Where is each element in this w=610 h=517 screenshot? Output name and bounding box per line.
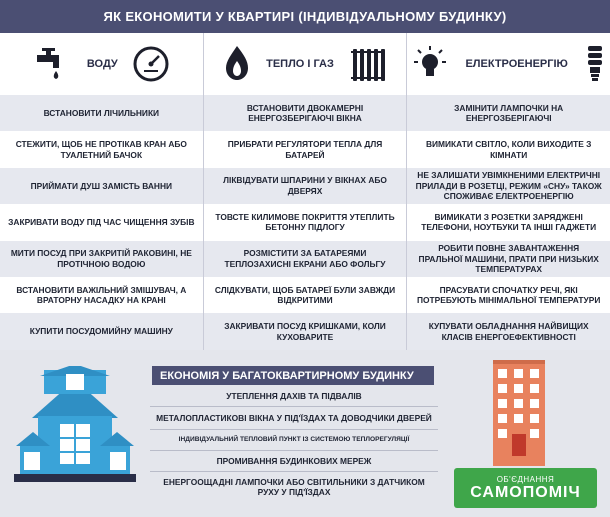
tip-water: ВСТАНОВИТИ ВАЖІЛЬНИЙ ЗМІШУВАЧ, А ВРАТОРНУ НАСАДКУ НА КРАНІ [16, 284, 187, 306]
tips-row [0, 131, 610, 167]
header-water-label: ВОДУ [86, 58, 118, 70]
header-heat-gas [203, 33, 407, 95]
tip-water: ВСТАНОВИТИ ЛІЧИЛЬНИКИ [43, 107, 160, 118]
tips-row [0, 204, 610, 240]
header-electricity-label: ЕЛЕКТРОЕНЕРГІЮ [465, 58, 568, 70]
header-water [0, 33, 203, 95]
tips-table [0, 95, 610, 350]
tip-electricity: ВИМИКАТИ З РОЗЕТКИ ЗАРЯДЖЕНІ ТЕЛЕФОНИ, НОУТБУКИ ТА ІНШІ ГАДЖЕТИ [406, 204, 610, 240]
tips-row [0, 95, 610, 131]
tip-electricity: НЕ ЗАЛИШАТИ УВІМКНЕНИМИ ЕЛЕКТРИЧНІ ПРИЛАДИ В РОЗЕТЦІ, РЕЖИМ «СНУ» ТАКОЖ СПОЖИВАЄ ЕЛЕКТРОЕНЕРГІЮ [406, 168, 610, 204]
apartment-item: МЕТАЛОПЛАСТИКОВІ ВІКНА У ПІД'ЇЗДАХ ТА ДОВОДЧИКИ ДВЕРЕЙ [150, 407, 438, 430]
apartment-building-illustration [489, 356, 549, 468]
tip-water: СТЕЖИТИ, ЩОБ НЕ ПРОТІКАВ КРАН АБО ТУАЛЕТНИЙ БАЧОК [15, 139, 187, 160]
tips-row [0, 313, 610, 349]
radiator-icon [348, 45, 388, 83]
gas-flame-icon [222, 43, 252, 85]
apartment-list [150, 386, 438, 502]
tip-heat-gas: ВСТАНОВИТИ ДВОКАМЕРНІ ЕНЕРГОЗБЕРІГАЮЧІ ВІКНА [203, 95, 407, 131]
water-meter-icon [132, 45, 170, 83]
tip-heat-gas: ЗАКРИВАТИ ПОСУД КРИШКАМИ, КОЛИ КУХОВАРИТЕ [203, 313, 407, 349]
apartment-section [0, 350, 610, 517]
water-tap-icon [33, 44, 73, 84]
brand-name: САМОПОМІЧ [470, 483, 581, 501]
tip-electricity: ВИМИКАТИ СВІТЛО, КОЛИ ВИХОДИТЕ З КІМНАТИ [406, 131, 610, 167]
tips-row [0, 277, 610, 313]
tip-heat-gas: ПРИБРАТИ РЕГУЛЯТОРИ ТЕПЛА ДЛЯ БАТАРЕЙ [203, 131, 407, 167]
page-title: ЯК ЕКОНОМИТИ У КВАРТИРІ (ІНДИВІДУАЛЬНОМУ БУДИНКУ) [0, 0, 610, 33]
light-bulb-icon [409, 43, 451, 85]
header-heat-gas-label: ТЕПЛО І ГАЗ [266, 58, 334, 70]
header-electricity [406, 33, 610, 95]
tip-water: ПРИЙМАТИ ДУШ ЗАМІСТЬ ВАННИ [30, 180, 173, 191]
house-illustration [14, 366, 136, 494]
tip-heat-gas: РОЗМІСТИТИ ЗА БАТАРЕЯМИ ТЕПЛОЗАХИСНІ ЕКРАНИ АБО ФОЛЬГУ [203, 241, 407, 277]
tip-water: КУПИТИ ПОСУДОМИЙНУ МАШИНУ [29, 326, 173, 337]
tip-electricity: ЗАМІНИТИ ЛАМПОЧКИ НА ЕНЕРГОЗБЕРІГАЮЧІ [406, 95, 610, 131]
tip-water: МИТИ ПОСУД ПРИ ЗАКРИТІЙ РАКОВИНІ, НЕ ПРОТІЧНОЮ ВОДОЮ [10, 248, 192, 269]
tip-water: ЗАКРИВАТИ ВОДУ ПІД ЧАС ЧИЩЕННЯ ЗУБІВ [8, 217, 195, 228]
tip-heat-gas: СЛІДКУВАТИ, ЩОБ БАТАРЕЇ БУЛИ ЗАВЖДИ ВІДКРИТИМИ [203, 277, 407, 313]
tips-row [0, 168, 610, 204]
energy-saving-bulb-icon [582, 43, 608, 85]
tip-electricity: ПРАСУВАТИ СПОЧАТКУ РЕЧІ, ЯКІ ПОТРЕБУЮТЬ МІНІМАЛЬНОЇ ТЕМПЕРАТУРИ [406, 277, 610, 313]
apartment-item: УТЕПЛЕННЯ ДАХІВ ТА ПІДВАЛІВ [150, 386, 438, 407]
apartment-item: ІНДИВІДУАЛЬНИЙ ТЕПЛОВИЙ ПУНКТ ІЗ СИСТЕМОЮ ТЕПЛОРЕГУЛЯЦІЇ [150, 430, 438, 451]
tip-electricity: РОБИТИ ПОВНЕ ЗАВАНТАЖЕННЯ ПРАЛЬНОЇ МАШИНИ, ПРАТИ ПРИ НИЗЬКИХ ТЕМПЕРАТУРАХ [406, 241, 610, 277]
tips-row [0, 241, 610, 277]
apartment-item: ПРОМИВАННЯ БУДИНКОВИХ МЕРЕЖ [150, 451, 438, 472]
apartment-item: ЕНЕРГООЩАДНІ ЛАМПОЧКИ АБО СВІТИЛЬНИКИ З ДАТЧИКОМ РУХУ У ПІД'ЇЗДАХ [163, 476, 425, 497]
apartment-title: ЕКОНОМІЯ У БАГАТОКВАРТИРНОМУ БУДИНКУ [152, 366, 434, 385]
tip-heat-gas: ТОВСТЕ КИЛИМОВЕ ПОКРИТТЯ УТЕПЛИТЬ БЕТОННУ ПІДЛОГУ [203, 204, 407, 240]
samopomich-logo [454, 468, 597, 508]
brand-tagline: ОБ'ЄДНАННЯ [496, 474, 555, 484]
tip-heat-gas: ЛІКВІДУВАТИ ШПАРИНИ У ВІКНАХ АБО ДВЕРЯХ [203, 168, 407, 204]
category-headers [0, 33, 610, 95]
tip-electricity: КУПУВАТИ ОБЛАДНАННЯ НАЙВИЩИХ КЛАСІВ ЕНЕРГОЕФЕКТИВНОСТІ [406, 313, 610, 349]
